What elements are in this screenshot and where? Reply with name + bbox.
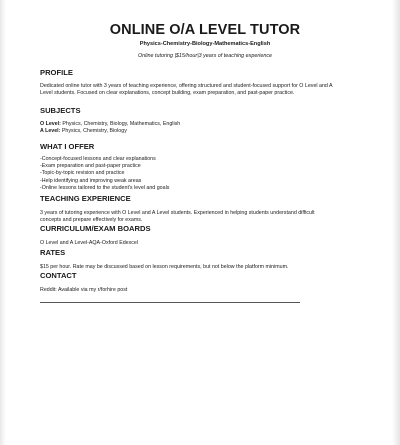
document-content: [40, 22, 370, 303]
rates-text: $15 per hour. Rate may be discussed based on lesson requirements, but not below the platform minimum.: [40, 263, 289, 270]
experience-line-2: concepts and prepare effectively for exams.: [40, 217, 143, 224]
boards-text: O Level and A Level-AQA-Oxford Edexcel: [40, 240, 139, 247]
o-level-line: [40, 121, 370, 128]
divider-line: [40, 302, 300, 303]
list-item: -Concept-focused lessons and clear explanations: [40, 155, 156, 162]
profile-line-2: Level students. Focused on clear explanations, concept building, exam preparation, and past-paper practice.: [40, 90, 295, 97]
boards-heading: CURRICULUM/EXAM BOARDS: [40, 224, 151, 234]
page-edge-right: [392, 0, 400, 445]
a-level-line: [40, 128, 370, 135]
o-level-label: O Level:: [40, 120, 61, 127]
page-title: ONLINE O/A LEVEL TUTOR: [109, 22, 301, 38]
a-level-label: A Level:: [40, 128, 61, 135]
experience-heading: TEACHING EXPERIENCE: [40, 193, 131, 203]
experience-line-1: 3 years of tutoring experience with O Level and A Level students. Experienced in helping students understand difficult: [40, 209, 315, 216]
page-edge-left: [0, 0, 6, 445]
a-level-value: Physics, Chemistry, Biology: [60, 128, 127, 135]
subjects-subtitle: Physics-Chemistry-Biology-Mathematics-English: [139, 41, 271, 47]
list-item: -Help identifying and improving weak areas: [40, 177, 142, 184]
contact-text: Reddit: Available via my r/forhire post: [40, 287, 128, 294]
tagline: Online tutoring |$15/hour|3 years of teaching experience: [137, 53, 273, 59]
profile-text: [40, 83, 370, 98]
offer-heading: WHAT I OFFER: [40, 141, 95, 151]
profile-line-1: Dedicated online tutor with 3 years of teaching experience, offering structured and student-focused support for O Level and A: [40, 83, 333, 89]
contact-heading: CONTACT: [40, 271, 77, 281]
profile-heading: PROFILE: [40, 68, 73, 77]
list-item: -Exam preparation and past-paper practice: [40, 163, 141, 170]
list-item: -Online lessons tailored to the student's level and goals: [40, 185, 170, 192]
rates-heading: RATES: [40, 247, 66, 257]
o-level-value: Physics, Chemistry, Biology, Mathematics, English: [60, 120, 181, 127]
experience-text: [40, 210, 370, 225]
list-item: -Topic-by-topic revision and practice: [40, 170, 125, 177]
offer-list: [40, 156, 370, 193]
subjects-text: [40, 121, 370, 136]
subjects-heading: SUBJECTS: [40, 105, 81, 115]
